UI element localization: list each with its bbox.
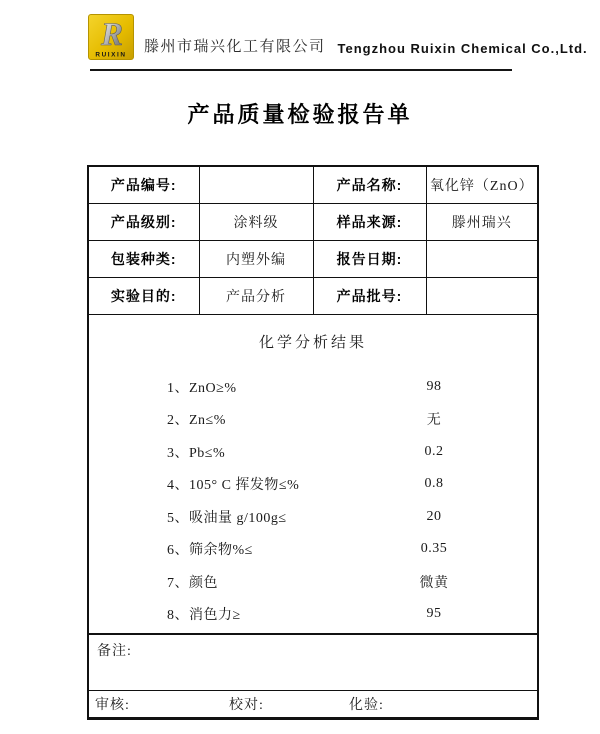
analysis-items-list — [89, 371, 537, 631]
analysis-item — [89, 566, 537, 599]
header-divider — [90, 69, 512, 71]
field-value-test-purpose: 产品分析 — [199, 277, 313, 314]
field-label-sample-source: 样品来源: — [313, 203, 426, 240]
analysis-item-value: 0.35 — [420, 541, 448, 557]
field-label-product-grade: 产品级别: — [88, 203, 199, 240]
field-label-report-date: 报告日期: — [313, 240, 426, 277]
field-value-package-type: 内塑外编 — [199, 240, 313, 277]
analysis-item-label: 7、颜色 — [167, 575, 218, 591]
analysis-item — [89, 403, 537, 436]
signoff-review-label: 审核: — [95, 697, 130, 713]
analysis-item-value: 98 — [426, 378, 442, 394]
field-value-product-no — [199, 166, 313, 203]
company-header — [88, 14, 588, 60]
analysis-section-title: 化学分析结果 — [258, 334, 367, 351]
analysis-item — [89, 436, 537, 469]
analysis-item — [89, 598, 537, 631]
field-value-batch-no — [426, 277, 538, 314]
analysis-item-label: 5、吸油量 g/100g≤ — [167, 510, 287, 526]
remarks-row — [88, 634, 538, 691]
signoff-assay-label: 化验: — [349, 697, 384, 713]
logo-letter: R — [100, 17, 124, 53]
field-label-product-no: 产品编号: — [88, 166, 199, 203]
analysis-item-value: 95 — [426, 606, 442, 622]
analysis-item — [89, 501, 537, 534]
ruixin-logo-icon — [88, 14, 134, 60]
field-label-batch-no: 产品批号: — [313, 277, 426, 314]
analysis-item-label: 2、Zn≤% — [167, 413, 226, 429]
analysis-item-value: 20 — [426, 508, 442, 524]
page-title: 产品质量检验报告单 — [187, 102, 413, 127]
table-row — [88, 203, 538, 240]
field-label-package-type: 包装种类: — [88, 240, 199, 277]
analysis-item — [89, 533, 537, 566]
analysis-item — [89, 468, 537, 501]
signoff-proofread-label: 校对: — [229, 697, 264, 713]
company-name-cn: 滕州市瑞兴化工有限公司 — [144, 39, 326, 55]
field-label-product-name: 产品名称: — [313, 166, 426, 203]
table-row — [88, 166, 538, 203]
analysis-item-label: 1、ZnO≥% — [167, 380, 237, 396]
analysis-item-value: 微黄 — [419, 575, 449, 591]
analysis-item-value: 无 — [426, 413, 442, 429]
analysis-item-value: 0.8 — [424, 476, 444, 492]
analysis-item-label: 6、筛余物%≤ — [167, 543, 253, 559]
analysis-item — [89, 371, 537, 404]
analysis-item-label: 4、105° C 挥发物≤% — [167, 478, 300, 494]
table-row — [88, 277, 538, 314]
table-row — [88, 240, 538, 277]
analysis-item-label: 3、Pb≤% — [167, 445, 226, 461]
company-name-en: Tengzhou Ruixin Chemical Co.,Ltd. — [337, 41, 588, 56]
field-value-sample-source: 滕州瑞兴 — [426, 203, 538, 240]
analysis-item-value: 0.2 — [424, 443, 444, 459]
field-value-product-name: 氧化锌（ZnO） — [426, 166, 538, 203]
analysis-item-label: 8、消色力≥ — [167, 608, 241, 624]
logo-brand-text: RUIXIN — [95, 51, 127, 59]
remarks-label: 备注: — [97, 643, 132, 659]
analysis-section — [89, 315, 537, 633]
analysis-section-row — [88, 314, 538, 634]
signoff-row — [88, 690, 538, 718]
field-label-test-purpose: 实验目的: — [88, 277, 199, 314]
report-table — [87, 165, 539, 720]
field-value-product-grade: 涂料级 — [199, 203, 313, 240]
field-value-report-date — [426, 240, 538, 277]
